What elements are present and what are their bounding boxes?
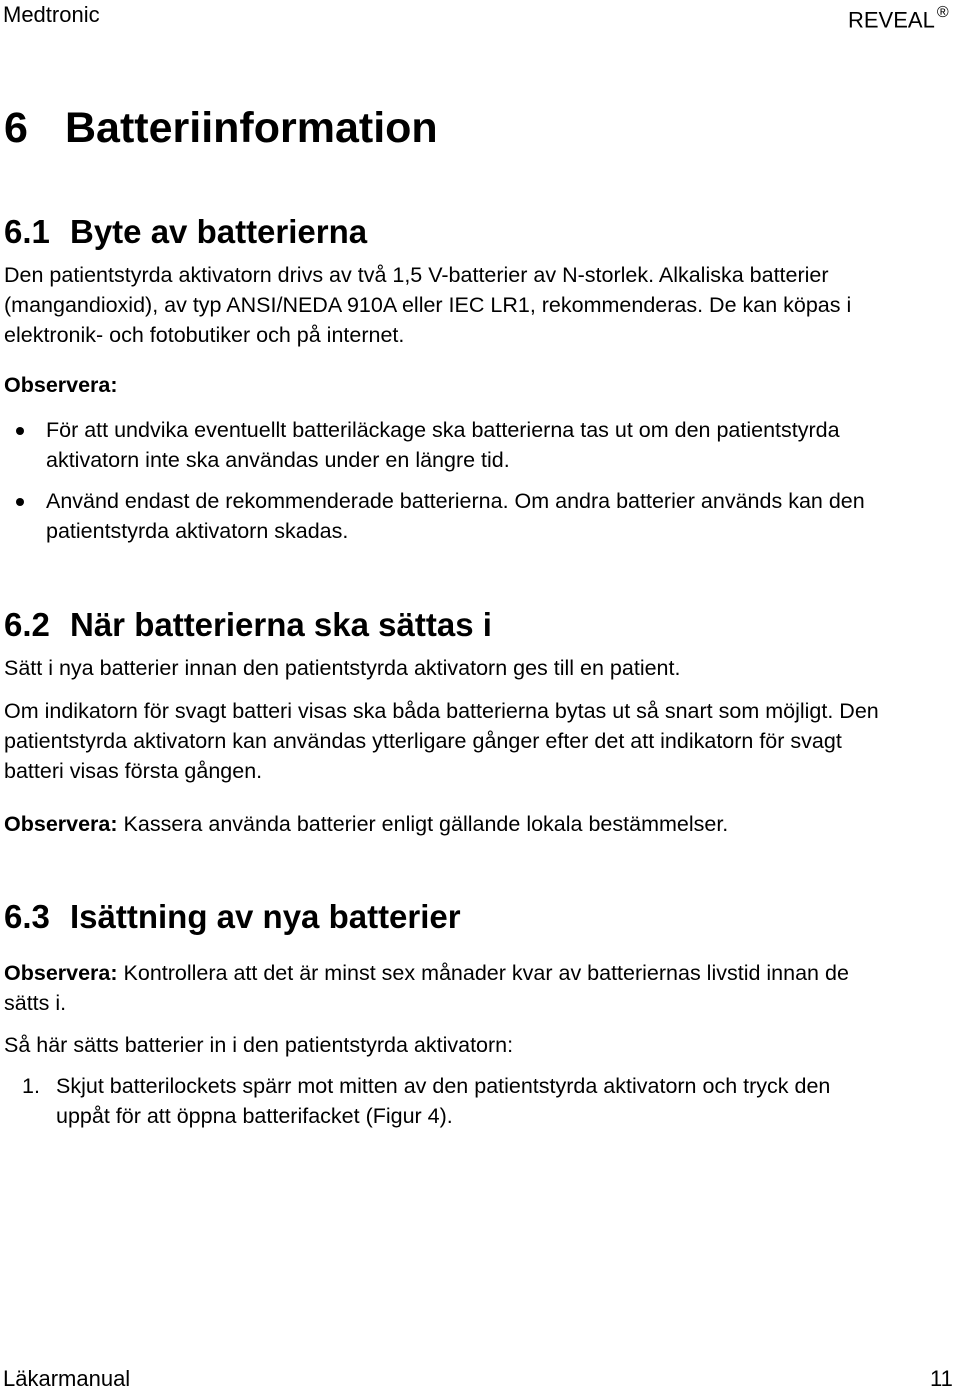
chapter-heading bbox=[4, 103, 438, 153]
section-6-3-note bbox=[4, 958, 849, 1018]
section-6-1-paragraph bbox=[4, 260, 851, 350]
section-6-2-paragraph-2 bbox=[4, 696, 879, 786]
note-text: Kontrollera att det är minst sex månader kvar av batteriernas livstid innan de bbox=[117, 961, 849, 985]
step-item bbox=[56, 1071, 830, 1131]
bullet-line: patientstyrda aktivatorn skadas. bbox=[46, 519, 349, 543]
bullet-line: aktivatorn inte ska användas under en längre tid. bbox=[46, 448, 510, 472]
section-6-2-paragraph-1: Sätt i nya batterier innan den patientstyrda aktivatorn ges till en patient. bbox=[4, 656, 681, 680]
chapter-title: Batteriinformation bbox=[65, 104, 438, 152]
paragraph-line: elektronik- och fotobutiker och på internet. bbox=[4, 323, 405, 347]
section-6-2-heading bbox=[4, 605, 492, 645]
footer-page-number: 11 bbox=[930, 1366, 953, 1391]
paragraph-line: batteri visas första gången. bbox=[4, 759, 263, 783]
paragraph-line: Om indikatorn för svagt batteri visas ska båda batterierna bytas ut så snart som möjligt. Den bbox=[4, 699, 879, 723]
bullet-item bbox=[46, 486, 865, 546]
section-6-1-heading bbox=[4, 212, 367, 252]
header-product bbox=[848, 2, 949, 33]
bullet-icon bbox=[16, 427, 24, 435]
section-6-3-heading bbox=[4, 897, 461, 937]
bullet-line: Använd endast de rekommenderade batterierna. Om andra batterier används kan den bbox=[46, 489, 865, 513]
footer-manual-name: Läkarmanual bbox=[3, 1366, 131, 1391]
section-6-3-title: Isättning av nya batterier bbox=[70, 898, 461, 935]
registered-mark: ® bbox=[936, 4, 949, 21]
section-6-3-number: 6.3 bbox=[4, 898, 50, 935]
section-6-2-note bbox=[4, 809, 728, 839]
header-product-name: REVEAL bbox=[848, 7, 935, 33]
section-6-2-title: När batterierna ska sättas i bbox=[70, 606, 492, 643]
step-line: Skjut batterilockets spärr mot mitten av den patientstyrda aktivatorn och tryck den bbox=[56, 1074, 831, 1098]
step-number: 1. bbox=[22, 1074, 40, 1098]
chapter-number: 6 bbox=[4, 104, 28, 152]
paragraph-line: (mangandioxid), av typ ANSI/NEDA 910A eller IEC LR1, rekommenderas. De kan köpas i bbox=[4, 293, 852, 317]
note-line: sätts i. bbox=[4, 991, 67, 1015]
section-6-1-note-label: Observera: bbox=[4, 373, 118, 397]
step-line: uppåt för att öppna batterifacket (Figur 4). bbox=[56, 1104, 453, 1128]
section-6-1-title: Byte av batterierna bbox=[70, 213, 368, 250]
note-label: Observera: bbox=[4, 961, 118, 985]
paragraph-line: patientstyrda aktivatorn kan användas ytterligare gånger efter det att indikatorn för svagt bbox=[4, 729, 842, 753]
section-6-1-number: 6.1 bbox=[4, 213, 50, 250]
bullet-icon bbox=[16, 498, 24, 506]
note-line bbox=[4, 958, 849, 988]
paragraph-line: Den patientstyrda aktivatorn drivs av två 1,5 V-batterier av N-storlek. Alkaliska batterier bbox=[4, 263, 829, 287]
section-6-2-number: 6.2 bbox=[4, 606, 50, 643]
bullet-line: För att undvika eventuellt batteriläckage ska batterierna tas ut om den patientstyrda bbox=[46, 418, 840, 442]
section-6-3-intro: Så här sätts batterier in i den patientstyrda aktivatorn: bbox=[4, 1033, 514, 1057]
note-text: Kassera använda batterier enligt gällande lokala bestämmelser. bbox=[117, 812, 729, 836]
bullet-item bbox=[46, 415, 840, 475]
note-label: Observera: bbox=[4, 812, 118, 836]
header-brand: Medtronic bbox=[3, 2, 100, 27]
